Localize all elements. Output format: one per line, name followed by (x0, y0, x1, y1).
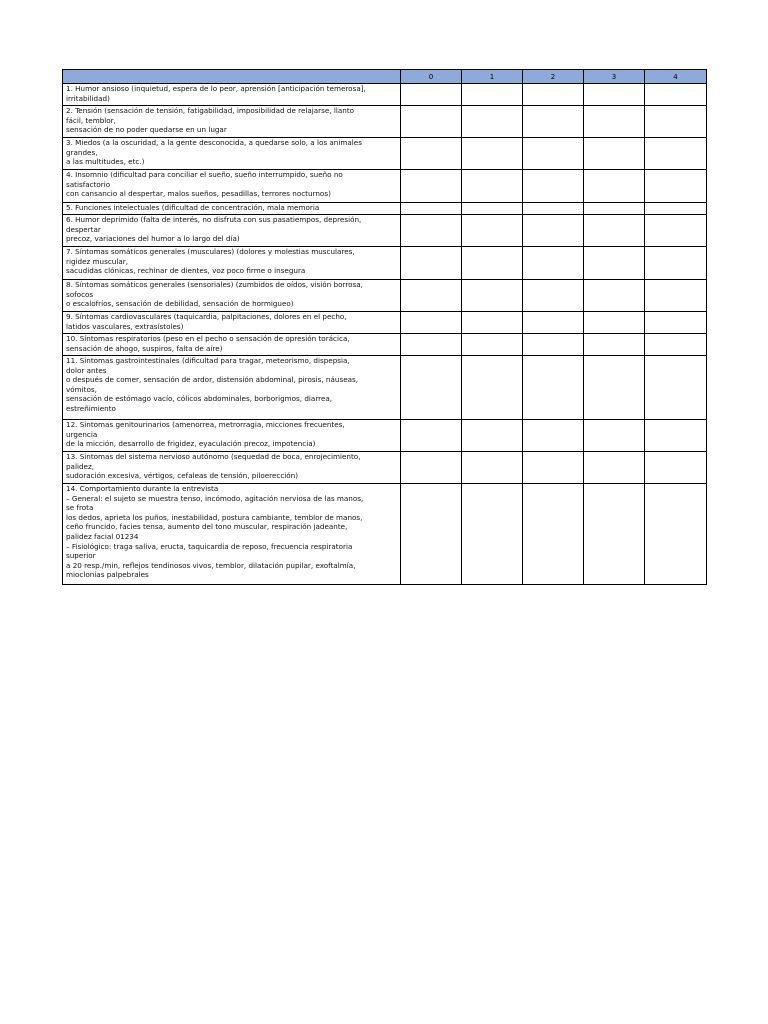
item-text-line: 14. Comportamiento durante la entrevista (66, 484, 219, 493)
score-cell-0[interactable] (401, 280, 462, 312)
score-cell-1[interactable] (462, 280, 523, 312)
item-text-line: sensación de ahogo, suspiros, falta de aire) (66, 343, 223, 353)
header-row (63, 70, 707, 84)
item-text-line: ceño fruncido, facies tensa, aumento del tono muscular, respiración jadeante, (66, 522, 348, 532)
score-cell-1[interactable] (462, 356, 523, 420)
item-text-line: fácil, temblor, (66, 115, 116, 125)
item-text-line: 3. Miedos (a la oscuridad, a la gente desconocida, a quedarse solo, a los animales (66, 138, 362, 147)
score-cell-2[interactable] (523, 215, 584, 247)
item-text-line: o después de comer, sensación de ardor, distensión abdominal, pirosis, náuseas, (66, 375, 359, 385)
header-score-3: 3 (584, 70, 645, 84)
item-text-line: 8. Síntomas somáticos generales (sensoriales) (zumbidos de oídos, visión borrosa, (66, 280, 363, 289)
score-cell-0[interactable] (401, 203, 462, 215)
table-row (63, 203, 707, 215)
score-cell-2[interactable] (523, 170, 584, 203)
table-row (63, 106, 707, 138)
item-text-line: vómitos, (66, 384, 97, 394)
item-text-line: 12. Síntomas genitourinarios (amenorrea, metrorragia, micciones frecuentes, (66, 420, 345, 429)
table-row (63, 420, 707, 452)
header-score-0: 0 (401, 70, 462, 84)
item-text-line: grandes, (66, 147, 98, 157)
score-cell-3[interactable] (584, 356, 645, 420)
score-cell-1[interactable] (462, 312, 523, 334)
score-cell-3[interactable] (584, 484, 645, 585)
item-text-line: – Fisiológico: traga saliva, eructa, taquicardia de reposo, frecuencia respiratoria (66, 541, 353, 551)
item-text-line: precoz, variaciones del humor a lo largo del día) (66, 234, 240, 244)
score-cell-3[interactable] (584, 203, 645, 215)
item-text-line: – General: el sujeto se muestra tenso, incómodo, agitación nerviosa de las manos, (66, 493, 364, 503)
item-text-line: de la micción, desarrollo de frigidez, eyaculación precoz, impotencia) (66, 439, 316, 449)
score-cell-4[interactable] (645, 203, 707, 215)
score-cell-1[interactable] (462, 170, 523, 203)
item-text-line: sudoración excesiva, vértigos, cefaleas de tensión, piloerección) (66, 471, 299, 481)
score-cell-1[interactable] (462, 215, 523, 247)
score-cell-2[interactable] (523, 203, 584, 215)
item-description (63, 356, 401, 420)
item-description (63, 84, 401, 106)
score-cell-4[interactable] (645, 334, 707, 356)
item-description (63, 334, 401, 356)
item-description (63, 484, 401, 585)
score-cell-3[interactable] (584, 138, 645, 170)
anxiety-rating-sheet (62, 69, 706, 585)
item-text-line: 7. Síntomas somáticos generales (musculares) (dolores y molestias musculares, (66, 247, 355, 256)
item-text-line: 13. Síntomas del sistema nervioso autónomo (sequedad de boca, enrojecimiento, (66, 452, 361, 461)
item-description (63, 312, 401, 334)
score-cell-2[interactable] (523, 247, 584, 280)
score-cell-3[interactable] (584, 106, 645, 138)
item-text-line: despertar (66, 224, 101, 234)
item-description (63, 420, 401, 452)
score-cell-0[interactable] (401, 334, 462, 356)
score-cell-2[interactable] (523, 484, 584, 585)
score-cell-4[interactable] (645, 356, 707, 420)
score-cell-3[interactable] (584, 452, 645, 484)
table-row (63, 247, 707, 280)
item-text-line: sofocos (66, 289, 94, 299)
item-description (63, 170, 401, 203)
score-cell-4[interactable] (645, 280, 707, 312)
score-cell-0[interactable] (401, 215, 462, 247)
table-row (63, 452, 707, 484)
item-text-line: sacudidas clónicas, rechinar de dientes, voz poco firme o insegura (66, 266, 306, 276)
table-row (63, 138, 707, 170)
score-cell-1[interactable] (462, 138, 523, 170)
item-text-line: sensación de estómago vacío, cólicos abdominales, borborigmos, diarrea, (66, 394, 333, 404)
item-text-line: latidos vasculares, extrasístoles) (66, 321, 184, 331)
score-cell-4[interactable] (645, 420, 707, 452)
score-cell-3[interactable] (584, 334, 645, 356)
table-row (63, 280, 707, 312)
score-cell-2[interactable] (523, 334, 584, 356)
score-cell-1[interactable] (462, 203, 523, 215)
score-cell-2[interactable] (523, 452, 584, 484)
item-description (63, 138, 401, 170)
score-cell-4[interactable] (645, 84, 707, 106)
item-text-line: urgencia (66, 429, 98, 439)
item-text-line: 10. Síntomas respiratorios (peso en el pecho o sensación de opresión torácica, (66, 334, 350, 343)
score-cell-0[interactable] (401, 170, 462, 203)
score-cell-0[interactable] (401, 84, 462, 106)
score-cell-3[interactable] (584, 215, 645, 247)
score-cell-3[interactable] (584, 420, 645, 452)
score-cell-3[interactable] (584, 84, 645, 106)
item-description (63, 106, 401, 138)
table-body (63, 84, 707, 585)
score-cell-0[interactable] (401, 312, 462, 334)
table-row (63, 84, 707, 106)
score-cell-4[interactable] (645, 170, 707, 203)
item-text-line: con cansancio al despertar, malos sueños, pesadillas, terrores nocturnos) (66, 189, 331, 199)
item-text-line: 6. Humor deprimido (falta de interés, no disfruta con sus pasatiempos, depresión, (66, 215, 362, 224)
score-cell-0[interactable] (401, 452, 462, 484)
item-text-line: 4. Insomnio (dificultad para conciliar el sueño, sueño interrumpido, sueño no (66, 170, 343, 179)
item-text-line: satisfactorio (66, 179, 111, 189)
item-text-line: a las multitudes, etc.) (66, 157, 145, 167)
item-text-line: palidez facial 01234 (66, 531, 139, 541)
table-row (63, 170, 707, 203)
score-cell-2[interactable] (523, 280, 584, 312)
score-cell-1[interactable] (462, 484, 523, 585)
score-cell-1[interactable] (462, 420, 523, 452)
item-text-line: los dedos, aprieta los puños, inestabilidad, postura cambiante, temblor de manos, (66, 512, 363, 522)
score-cell-4[interactable] (645, 484, 707, 585)
item-text-line: a 20 resp./min, reflejos tendinosos vivos, temblor, dilatación pupilar, exoftalmía, (66, 560, 356, 570)
score-cell-1[interactable] (462, 84, 523, 106)
score-cell-1[interactable] (462, 247, 523, 280)
table-row (63, 334, 707, 356)
item-text-line: o escalofríos, sensación de debilidad, sensación de hormigueo) (66, 299, 294, 309)
item-text-line: irritabilidad) (66, 93, 110, 103)
item-description (63, 203, 401, 215)
score-cell-3[interactable] (584, 280, 645, 312)
score-cell-3[interactable] (584, 312, 645, 334)
score-cell-4[interactable] (645, 247, 707, 280)
score-cell-2[interactable] (523, 138, 584, 170)
table-row (63, 356, 707, 420)
item-description (63, 452, 401, 484)
item-text-line: 2. Tensión (sensación de tensión, fatigabilidad, imposibilidad de relajarse, llanto (66, 106, 355, 115)
score-cell-2[interactable] (523, 312, 584, 334)
score-cell-0[interactable] (401, 106, 462, 138)
item-text-line: superior (66, 551, 96, 561)
header-item-column (63, 70, 401, 84)
score-cell-4[interactable] (645, 138, 707, 170)
item-text-line: palidez, (66, 461, 95, 471)
score-cell-4[interactable] (645, 452, 707, 484)
score-cell-1[interactable] (462, 452, 523, 484)
score-cell-4[interactable] (645, 106, 707, 138)
item-text-line: 9. Síntomas cardiovasculares (taquicardia, palpitaciones, dolores en el pecho, (66, 312, 347, 321)
score-cell-2[interactable] (523, 420, 584, 452)
item-text-line: estreñimiento (66, 403, 116, 413)
item-description (63, 247, 401, 280)
score-cell-0[interactable] (401, 420, 462, 452)
score-cell-2[interactable] (523, 106, 584, 138)
score-cell-2[interactable] (523, 84, 584, 106)
item-description (63, 280, 401, 312)
item-text-line: sensación de no poder quedarse en un lugar (66, 125, 227, 135)
table-row (63, 484, 707, 585)
item-text-line: rigidez muscular, (66, 256, 129, 266)
score-cell-1[interactable] (462, 106, 523, 138)
score-cell-3[interactable] (584, 170, 645, 203)
rating-table (62, 69, 707, 585)
item-text-line: se frota (66, 503, 94, 513)
item-description (63, 215, 401, 247)
score-cell-4[interactable] (645, 312, 707, 334)
score-cell-0[interactable] (401, 484, 462, 585)
score-cell-1[interactable] (462, 334, 523, 356)
item-text-line: 1. Humor ansioso (inquietud, espera de lo peor, aprensión [anticipación temerosa], (66, 84, 366, 93)
header-score-1: 1 (462, 70, 523, 84)
header-score-4: 4 (645, 70, 707, 84)
score-cell-0[interactable] (401, 247, 462, 280)
score-cell-0[interactable] (401, 138, 462, 170)
score-cell-0[interactable] (401, 356, 462, 420)
score-cell-2[interactable] (523, 356, 584, 420)
item-text-line: 5. Funciones intelectuales (dificultad de concentración, mala memoria (66, 203, 320, 212)
item-text-line: dolor antes (66, 365, 107, 375)
score-cell-3[interactable] (584, 247, 645, 280)
header-score-2: 2 (523, 70, 584, 84)
item-text-line: 11. Síntomas gastrointestinales (dificultad para tragar, meteorismo, dispepsia, (66, 356, 350, 365)
item-text-line: mioclonías palpebrales (66, 570, 149, 580)
table-row (63, 215, 707, 247)
table-row (63, 312, 707, 334)
score-cell-4[interactable] (645, 215, 707, 247)
